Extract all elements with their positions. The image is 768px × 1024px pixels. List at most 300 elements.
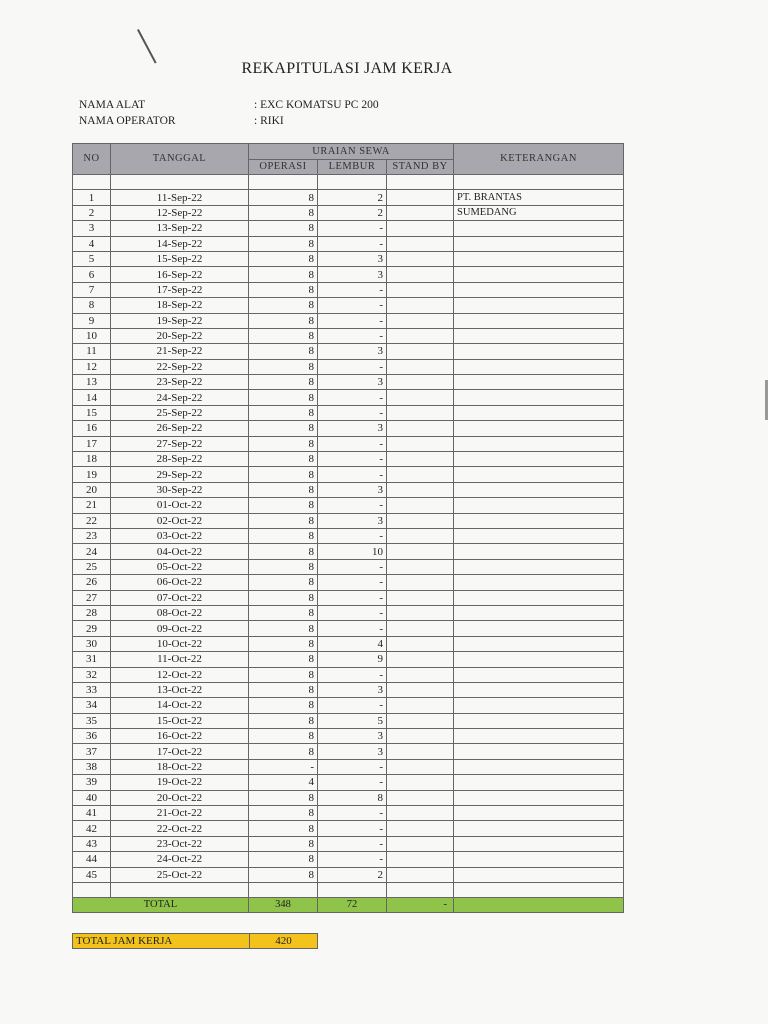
cell-lembur: 3 xyxy=(318,682,387,697)
cell-operasi: 8 xyxy=(249,528,318,543)
cell-tanggal: 11-Sep-22 xyxy=(111,190,249,205)
cell-lembur: - xyxy=(318,806,387,821)
cell-no: 14 xyxy=(73,390,111,405)
table-row xyxy=(73,359,624,374)
cell-keterangan xyxy=(454,251,624,266)
table-row xyxy=(73,313,624,328)
cell-tanggal: 16-Sep-22 xyxy=(111,267,249,282)
cell-operasi: 8 xyxy=(249,575,318,590)
cell-stand-by xyxy=(387,698,454,713)
cell-tanggal: 25-Oct-22 xyxy=(111,867,249,882)
cell-lembur: - xyxy=(318,436,387,451)
cell-stand-by xyxy=(387,482,454,497)
cell-lembur: - xyxy=(318,590,387,605)
cell-no: 1 xyxy=(73,190,111,205)
table-row xyxy=(73,636,624,651)
cell-operasi: 8 xyxy=(249,344,318,359)
cell-operasi: 8 xyxy=(249,667,318,682)
header-tanggal: TANGGAL xyxy=(111,144,249,175)
cell-keterangan xyxy=(454,482,624,497)
cell-no: 34 xyxy=(73,698,111,713)
table-row xyxy=(73,652,624,667)
table-row xyxy=(73,482,624,497)
cell-lembur: - xyxy=(318,221,387,236)
cell-tanggal: 27-Sep-22 xyxy=(111,436,249,451)
cell-no: 15 xyxy=(73,405,111,420)
cell-keterangan xyxy=(454,421,624,436)
cell-no: 32 xyxy=(73,667,111,682)
cell-operasi: 8 xyxy=(249,267,318,282)
page-title: REKAPITULASI JAM KERJA xyxy=(241,60,453,77)
cell-lembur: - xyxy=(318,390,387,405)
meta-operator-value: : RIKI xyxy=(254,115,284,127)
cell-operasi: 8 xyxy=(249,821,318,836)
cell-lembur: - xyxy=(318,775,387,790)
cell-tanggal: 04-Oct-22 xyxy=(111,544,249,559)
cell-tanggal: 12-Sep-22 xyxy=(111,205,249,220)
cell-keterangan xyxy=(454,821,624,836)
cell-keterangan xyxy=(454,375,624,390)
cell-stand-by xyxy=(387,836,454,851)
cell-no: 38 xyxy=(73,759,111,774)
cell-operasi: 8 xyxy=(249,328,318,343)
table-row xyxy=(73,328,624,343)
cell-stand-by xyxy=(387,513,454,528)
table-row xyxy=(73,390,624,405)
cell-lembur: - xyxy=(318,559,387,574)
total-row xyxy=(73,898,624,913)
cell-lembur: 3 xyxy=(318,375,387,390)
cell-stand-by xyxy=(387,344,454,359)
summary-value: 420 xyxy=(250,934,318,949)
cell-no: 43 xyxy=(73,836,111,851)
cell-no: 42 xyxy=(73,821,111,836)
table-row xyxy=(73,436,624,451)
cell-stand-by xyxy=(387,313,454,328)
table-row xyxy=(73,452,624,467)
table-row xyxy=(73,221,624,236)
cell-tanggal: 10-Oct-22 xyxy=(111,636,249,651)
cell-keterangan xyxy=(454,698,624,713)
cell-no: 41 xyxy=(73,806,111,821)
cell-no: 12 xyxy=(73,359,111,374)
cell-lembur: 3 xyxy=(318,267,387,282)
cell-operasi: - xyxy=(249,759,318,774)
cell-lembur: 3 xyxy=(318,513,387,528)
cell-tanggal: 24-Sep-22 xyxy=(111,390,249,405)
summary-label: TOTAL JAM KERJA xyxy=(73,934,250,949)
cell-stand-by xyxy=(387,421,454,436)
cell-operasi: 8 xyxy=(249,636,318,651)
cell-keterangan xyxy=(454,867,624,882)
cell-keterangan xyxy=(454,467,624,482)
summary-table xyxy=(72,933,318,949)
table-row xyxy=(73,759,624,774)
work-hours-table xyxy=(72,143,624,913)
cell-operasi: 8 xyxy=(249,729,318,744)
table-row xyxy=(73,298,624,313)
cell-operasi: 8 xyxy=(249,236,318,251)
cell-tanggal: 15-Sep-22 xyxy=(111,251,249,266)
cell-no: 36 xyxy=(73,729,111,744)
header-stand-by: STAND BY xyxy=(387,160,454,175)
cell-lembur: - xyxy=(318,405,387,420)
summary-row xyxy=(73,934,318,949)
cell-lembur: 2 xyxy=(318,205,387,220)
header-operasi: OPERASI xyxy=(249,160,318,175)
cell-keterangan xyxy=(454,575,624,590)
cell-no: 26 xyxy=(73,575,111,590)
cell-operasi: 8 xyxy=(249,313,318,328)
cell-no: 40 xyxy=(73,790,111,805)
cell-no: 17 xyxy=(73,436,111,451)
cell-stand-by xyxy=(387,575,454,590)
cell-tanggal: 13-Oct-22 xyxy=(111,682,249,697)
cell-tanggal: 16-Oct-22 xyxy=(111,729,249,744)
cell-stand-by xyxy=(387,452,454,467)
cell-stand-by xyxy=(387,436,454,451)
cell-tanggal: 18-Sep-22 xyxy=(111,298,249,313)
cell-keterangan xyxy=(454,236,624,251)
cell-stand-by xyxy=(387,390,454,405)
cell-lembur: - xyxy=(318,313,387,328)
cell-operasi: 8 xyxy=(249,605,318,620)
cell-lembur: - xyxy=(318,836,387,851)
cell-keterangan xyxy=(454,344,624,359)
meta-row-alat xyxy=(79,97,379,113)
table-row xyxy=(73,806,624,821)
cell-keterangan xyxy=(454,621,624,636)
cell-lembur: - xyxy=(318,852,387,867)
cell-keterangan xyxy=(454,267,624,282)
cell-tanggal: 03-Oct-22 xyxy=(111,528,249,543)
cell-stand-by xyxy=(387,298,454,313)
cell-keterangan xyxy=(454,836,624,851)
cell-stand-by xyxy=(387,605,454,620)
cell-tanggal: 17-Sep-22 xyxy=(111,282,249,297)
cell-tanggal: 19-Oct-22 xyxy=(111,775,249,790)
cell-keterangan xyxy=(454,328,624,343)
cell-tanggal: 11-Oct-22 xyxy=(111,652,249,667)
cell-keterangan xyxy=(454,221,624,236)
cell-operasi: 8 xyxy=(249,682,318,697)
cell-operasi: 8 xyxy=(249,806,318,821)
meta-alat-label: NAMA ALAT xyxy=(79,99,146,111)
cell-lembur: 3 xyxy=(318,744,387,759)
cell-no: 30 xyxy=(73,636,111,651)
cell-operasi: 8 xyxy=(249,298,318,313)
cell-keterangan xyxy=(454,498,624,513)
table-row xyxy=(73,621,624,636)
cell-stand-by xyxy=(387,467,454,482)
cell-no: 31 xyxy=(73,652,111,667)
cell-tanggal: 02-Oct-22 xyxy=(111,513,249,528)
cell-stand-by xyxy=(387,405,454,420)
cell-no: 37 xyxy=(73,744,111,759)
header-no: NO xyxy=(73,144,111,175)
table-row xyxy=(73,790,624,805)
cell-operasi: 8 xyxy=(249,375,318,390)
cell-tanggal: 18-Oct-22 xyxy=(111,759,249,774)
cell-stand-by xyxy=(387,267,454,282)
cell-operasi: 8 xyxy=(249,282,318,297)
cell-no: 10 xyxy=(73,328,111,343)
cell-tanggal: 20-Oct-22 xyxy=(111,790,249,805)
cell-no: 7 xyxy=(73,282,111,297)
cell-tanggal: 01-Oct-22 xyxy=(111,498,249,513)
cell-no: 23 xyxy=(73,528,111,543)
cell-stand-by xyxy=(387,544,454,559)
cell-keterangan xyxy=(454,313,624,328)
table-row xyxy=(73,544,624,559)
cell-no: 6 xyxy=(73,267,111,282)
cell-lembur: 3 xyxy=(318,421,387,436)
cell-keterangan xyxy=(454,544,624,559)
table-row xyxy=(73,513,624,528)
cell-stand-by xyxy=(387,236,454,251)
cell-stand-by xyxy=(387,282,454,297)
cell-lembur: 9 xyxy=(318,652,387,667)
table-row xyxy=(73,698,624,713)
meta-row-operator xyxy=(79,113,379,129)
table-row xyxy=(73,775,624,790)
meta-alat-value: : EXC KOMATSU PC 200 xyxy=(254,99,379,111)
cell-lembur: 8 xyxy=(318,790,387,805)
cell-no: 21 xyxy=(73,498,111,513)
cell-lembur: - xyxy=(318,528,387,543)
cell-keterangan xyxy=(454,759,624,774)
cell-keterangan xyxy=(454,852,624,867)
cell-operasi: 8 xyxy=(249,652,318,667)
cell-stand-by xyxy=(387,636,454,651)
cell-keterangan xyxy=(454,729,624,744)
cell-stand-by xyxy=(387,729,454,744)
table-row xyxy=(73,836,624,851)
cell-lembur: - xyxy=(318,759,387,774)
cell-tanggal: 30-Sep-22 xyxy=(111,482,249,497)
cell-no: 25 xyxy=(73,559,111,574)
table-row xyxy=(73,729,624,744)
cell-operasi: 8 xyxy=(249,205,318,220)
cell-tanggal: 29-Sep-22 xyxy=(111,467,249,482)
total-operasi: 348 xyxy=(249,898,318,913)
cell-operasi: 8 xyxy=(249,436,318,451)
cell-keterangan xyxy=(454,298,624,313)
cell-stand-by xyxy=(387,775,454,790)
cell-keterangan xyxy=(454,636,624,651)
table-row xyxy=(73,590,624,605)
cell-tanggal: 06-Oct-22 xyxy=(111,575,249,590)
cell-tanggal: 15-Oct-22 xyxy=(111,713,249,728)
cell-keterangan: PT. BRANTAS xyxy=(454,190,624,205)
cell-tanggal: 28-Sep-22 xyxy=(111,452,249,467)
cell-tanggal: 17-Oct-22 xyxy=(111,744,249,759)
cell-no: 45 xyxy=(73,867,111,882)
cell-keterangan xyxy=(454,528,624,543)
table-footer xyxy=(73,882,624,912)
table-row xyxy=(73,405,624,420)
cell-keterangan xyxy=(454,682,624,697)
cell-keterangan xyxy=(454,667,624,682)
cell-keterangan xyxy=(454,513,624,528)
cell-no: 20 xyxy=(73,482,111,497)
cell-operasi: 8 xyxy=(249,452,318,467)
cell-lembur: - xyxy=(318,621,387,636)
cell-tanggal: 23-Sep-22 xyxy=(111,375,249,390)
cell-keterangan xyxy=(454,559,624,574)
cell-stand-by xyxy=(387,621,454,636)
cell-keterangan xyxy=(454,744,624,759)
cell-lembur: 3 xyxy=(318,344,387,359)
cell-no: 8 xyxy=(73,298,111,313)
cell-lembur: - xyxy=(318,452,387,467)
cell-lembur: 2 xyxy=(318,190,387,205)
table-row xyxy=(73,867,624,882)
cell-lembur: 3 xyxy=(318,729,387,744)
cell-stand-by xyxy=(387,221,454,236)
cell-operasi: 4 xyxy=(249,775,318,790)
cell-keterangan xyxy=(454,282,624,297)
cell-keterangan xyxy=(454,452,624,467)
cell-no: 18 xyxy=(73,452,111,467)
table-row xyxy=(73,852,624,867)
total-lembur: 72 xyxy=(318,898,387,913)
cell-stand-by xyxy=(387,821,454,836)
cell-operasi: 8 xyxy=(249,867,318,882)
table-row xyxy=(73,421,624,436)
cell-operasi: 8 xyxy=(249,359,318,374)
cell-keterangan xyxy=(454,359,624,374)
cell-no: 35 xyxy=(73,713,111,728)
cell-tanggal: 14-Oct-22 xyxy=(111,698,249,713)
cell-operasi: 8 xyxy=(249,190,318,205)
cell-no: 11 xyxy=(73,344,111,359)
cell-tanggal: 08-Oct-22 xyxy=(111,605,249,620)
document-meta xyxy=(79,97,379,129)
cell-operasi: 8 xyxy=(249,498,318,513)
cell-keterangan xyxy=(454,405,624,420)
table-row xyxy=(73,236,624,251)
cell-lembur: - xyxy=(318,359,387,374)
cell-tanggal: 22-Oct-22 xyxy=(111,821,249,836)
cell-keterangan xyxy=(454,652,624,667)
table-body xyxy=(73,175,624,883)
cell-lembur: - xyxy=(318,667,387,682)
cell-keterangan xyxy=(454,775,624,790)
cell-tanggal: 22-Sep-22 xyxy=(111,359,249,374)
cell-no: 9 xyxy=(73,313,111,328)
table-row xyxy=(73,821,624,836)
cell-operasi: 8 xyxy=(249,513,318,528)
table-row xyxy=(73,205,624,220)
cell-stand-by xyxy=(387,867,454,882)
cell-operasi: 8 xyxy=(249,852,318,867)
cell-operasi: 8 xyxy=(249,421,318,436)
table-row xyxy=(73,713,624,728)
cell-operasi: 8 xyxy=(249,544,318,559)
cell-tanggal: 21-Oct-22 xyxy=(111,806,249,821)
cell-lembur: - xyxy=(318,605,387,620)
table-row xyxy=(73,282,624,297)
cell-no: 28 xyxy=(73,605,111,620)
table-row xyxy=(73,744,624,759)
cell-no: 27 xyxy=(73,590,111,605)
total-stand-by: - xyxy=(387,898,454,913)
cell-keterangan xyxy=(454,590,624,605)
table-row xyxy=(73,467,624,482)
cell-lembur: - xyxy=(318,236,387,251)
cell-keterangan xyxy=(454,436,624,451)
cell-operasi: 8 xyxy=(249,621,318,636)
table-row xyxy=(73,559,624,574)
header-uraian-sewa: URAIAN SEWA xyxy=(249,144,454,160)
cell-tanggal: 13-Sep-22 xyxy=(111,221,249,236)
cell-stand-by xyxy=(387,498,454,513)
cell-tanggal: 09-Oct-22 xyxy=(111,621,249,636)
cell-tanggal: 23-Oct-22 xyxy=(111,836,249,851)
cell-tanggal: 14-Sep-22 xyxy=(111,236,249,251)
cell-lembur: - xyxy=(318,821,387,836)
meta-operator-label: NAMA OPERATOR xyxy=(79,115,176,127)
cell-operasi: 8 xyxy=(249,590,318,605)
cell-no: 39 xyxy=(73,775,111,790)
cell-lembur: - xyxy=(318,575,387,590)
total-label: TOTAL xyxy=(73,898,249,913)
table-row xyxy=(73,251,624,266)
cell-lembur: - xyxy=(318,467,387,482)
cell-lembur: 5 xyxy=(318,713,387,728)
cell-no: 4 xyxy=(73,236,111,251)
cell-stand-by xyxy=(387,528,454,543)
cell-operasi: 8 xyxy=(249,559,318,574)
cell-stand-by xyxy=(387,759,454,774)
cell-lembur: 2 xyxy=(318,867,387,882)
cell-tanggal: 25-Sep-22 xyxy=(111,405,249,420)
cell-lembur: - xyxy=(318,698,387,713)
cell-lembur: 3 xyxy=(318,482,387,497)
cell-stand-by xyxy=(387,713,454,728)
cell-lembur: - xyxy=(318,298,387,313)
cell-stand-by xyxy=(387,359,454,374)
header-keterangan: KETERANGAN xyxy=(454,144,624,175)
cell-stand-by xyxy=(387,590,454,605)
cell-keterangan xyxy=(454,790,624,805)
table-row xyxy=(73,498,624,513)
cell-keterangan xyxy=(454,713,624,728)
cell-keterangan: SUMEDANG xyxy=(454,205,624,220)
cell-lembur: - xyxy=(318,282,387,297)
cell-no: 19 xyxy=(73,467,111,482)
cell-stand-by xyxy=(387,375,454,390)
cell-operasi: 8 xyxy=(249,790,318,805)
cell-no: 44 xyxy=(73,852,111,867)
cell-tanggal: 20-Sep-22 xyxy=(111,328,249,343)
cell-no: 29 xyxy=(73,621,111,636)
cell-operasi: 8 xyxy=(249,251,318,266)
cell-operasi: 8 xyxy=(249,390,318,405)
blank-row-top xyxy=(73,175,624,190)
cell-no: 24 xyxy=(73,544,111,559)
table-row xyxy=(73,575,624,590)
header-lembur: LEMBUR xyxy=(318,160,387,175)
cell-tanggal: 07-Oct-22 xyxy=(111,590,249,605)
cell-stand-by xyxy=(387,328,454,343)
table-row xyxy=(73,667,624,682)
table-row xyxy=(73,375,624,390)
cell-lembur: 3 xyxy=(318,251,387,266)
cell-operasi: 8 xyxy=(249,698,318,713)
cell-lembur: - xyxy=(318,498,387,513)
